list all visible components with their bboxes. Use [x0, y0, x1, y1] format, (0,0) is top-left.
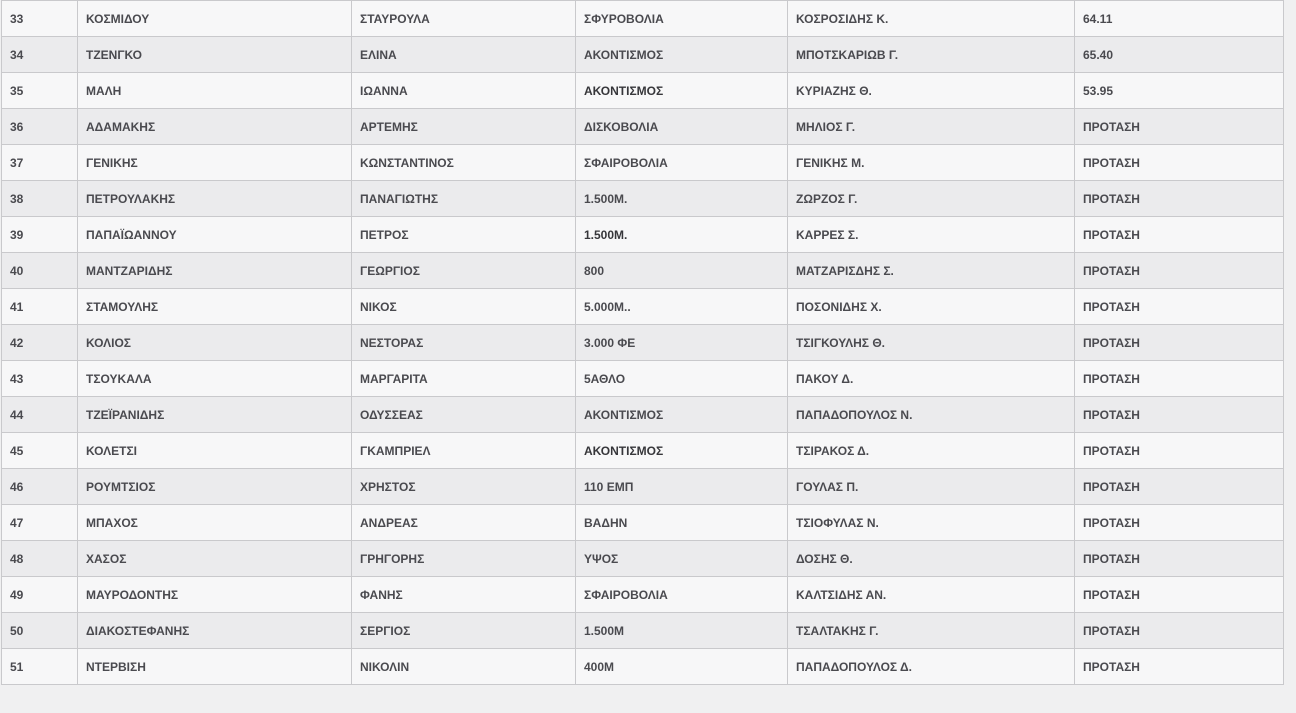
first-name-cell: ΕΛΙΝΑ [352, 37, 576, 73]
event-cell: 1.500Μ. [576, 181, 788, 217]
coach-cell: ΤΣΙΓΚΟΥΛΗΣ Θ. [788, 325, 1075, 361]
event-cell: ΑΚΟΝΤΙΣΜΟΣ [576, 433, 788, 469]
result-cell: ΠΡΟΤΑΣΗ [1075, 145, 1284, 181]
table-row [2, 253, 1284, 289]
first-name-cell: ΓΚΑΜΠΡΙΕΛ [352, 433, 576, 469]
row-number-cell: 39 [2, 217, 78, 253]
surname-cell: ΚΟΣΜΙΔΟΥ [78, 1, 352, 37]
athletes-table [1, 0, 1284, 685]
table-row [2, 325, 1284, 361]
coach-cell: ΔΟΣΗΣ Θ. [788, 541, 1075, 577]
event-cell: ΣΦΥΡΟΒΟΛΙΑ [576, 1, 788, 37]
result-cell: ΠΡΟΤΑΣΗ [1075, 325, 1284, 361]
first-name-cell: ΟΔΥΣΣΕΑΣ [352, 397, 576, 433]
coach-cell: ΠΟΣΟΝΙΔΗΣ Χ. [788, 289, 1075, 325]
surname-cell: ΜΑΛΗ [78, 73, 352, 109]
event-cell: ΑΚΟΝΤΙΣΜΟΣ [576, 37, 788, 73]
coach-cell: ΚΟΣΡΟΣΙΔΗΣ Κ. [788, 1, 1075, 37]
table-row [2, 289, 1284, 325]
first-name-cell: ΚΩΝΣΤΑΝΤΙΝΟΣ [352, 145, 576, 181]
coach-cell: ΜΗΛΙΟΣ Γ. [788, 109, 1075, 145]
result-cell: ΠΡΟΤΑΣΗ [1075, 289, 1284, 325]
row-number-cell: 49 [2, 577, 78, 613]
surname-cell: ΤΖΕΪΡΑΝΙΔΗΣ [78, 397, 352, 433]
table-row [2, 505, 1284, 541]
surname-cell: ΤΖΕΝΓΚΟ [78, 37, 352, 73]
result-cell: ΠΡΟΤΑΣΗ [1075, 577, 1284, 613]
row-number-cell: 37 [2, 145, 78, 181]
surname-cell: ΚΟΛΙΟΣ [78, 325, 352, 361]
first-name-cell: ΓΕΩΡΓΙΟΣ [352, 253, 576, 289]
surname-cell: ΑΔΑΜΑΚΗΣ [78, 109, 352, 145]
result-cell: ΠΡΟΤΑΣΗ [1075, 361, 1284, 397]
result-cell: 53.95 [1075, 73, 1284, 109]
table-row [2, 577, 1284, 613]
event-cell: 400Μ [576, 649, 788, 685]
row-number-cell: 46 [2, 469, 78, 505]
event-cell: ΑΚΟΝΤΙΣΜΟΣ [576, 73, 788, 109]
first-name-cell: ΑΝΔΡΕΑΣ [352, 505, 576, 541]
row-number-cell: 47 [2, 505, 78, 541]
event-cell: 3.000 ΦΕ [576, 325, 788, 361]
coach-cell: ΤΣΙΡΑΚΟΣ Δ. [788, 433, 1075, 469]
event-cell: ΔΙΣΚΟΒΟΛΙΑ [576, 109, 788, 145]
first-name-cell: ΠΕΤΡΟΣ [352, 217, 576, 253]
coach-cell: ΓΕΝΙΚΗΣ Μ. [788, 145, 1075, 181]
result-cell: ΠΡΟΤΑΣΗ [1075, 433, 1284, 469]
row-number-cell: 50 [2, 613, 78, 649]
event-cell: ΥΨΟΣ [576, 541, 788, 577]
event-cell: 5.000Μ.. [576, 289, 788, 325]
first-name-cell: ΝΕΣΤΟΡΑΣ [352, 325, 576, 361]
first-name-cell: ΠΑΝΑΓΙΩΤΗΣ [352, 181, 576, 217]
coach-cell: ΤΣΑΛΤΑΚΗΣ Γ. [788, 613, 1075, 649]
table-row [2, 613, 1284, 649]
coach-cell: ΖΩΡΖΟΣ Γ. [788, 181, 1075, 217]
event-cell: ΑΚΟΝΤΙΣΜΟΣ [576, 397, 788, 433]
row-number-cell: 44 [2, 397, 78, 433]
row-number-cell: 33 [2, 1, 78, 37]
coach-cell: ΚΑΡΡΕΣ Σ. [788, 217, 1075, 253]
event-cell: 5ΑΘΛΟ [576, 361, 788, 397]
coach-cell: ΠΑΠΑΔΟΠΟΥΛΟΣ Δ. [788, 649, 1075, 685]
row-number-cell: 36 [2, 109, 78, 145]
result-cell: ΠΡΟΤΑΣΗ [1075, 181, 1284, 217]
result-cell: ΠΡΟΤΑΣΗ [1075, 469, 1284, 505]
first-name-cell: ΣΕΡΓΙΟΣ [352, 613, 576, 649]
surname-cell: ΜΠΑΧΟΣ [78, 505, 352, 541]
surname-cell: ΤΣΟΥΚΑΛΑ [78, 361, 352, 397]
coach-cell: ΓΟΥΛΑΣ Π. [788, 469, 1075, 505]
table-row [2, 361, 1284, 397]
event-cell: 1.500Μ. [576, 217, 788, 253]
row-number-cell: 41 [2, 289, 78, 325]
result-cell: ΠΡΟΤΑΣΗ [1075, 217, 1284, 253]
result-cell: 64.11 [1075, 1, 1284, 37]
first-name-cell: ΣΤΑΥΡΟΥΛΑ [352, 1, 576, 37]
result-cell: ΠΡΟΤΑΣΗ [1075, 613, 1284, 649]
coach-cell: ΚΥΡΙΑΖΗΣ Θ. [788, 73, 1075, 109]
result-cell: ΠΡΟΤΑΣΗ [1075, 397, 1284, 433]
surname-cell: ΜΑΥΡΟΔΟΝΤΗΣ [78, 577, 352, 613]
table-row [2, 181, 1284, 217]
coach-cell: ΠΑΚΟΥ Δ. [788, 361, 1075, 397]
row-number-cell: 48 [2, 541, 78, 577]
table-row [2, 397, 1284, 433]
first-name-cell: ΑΡΤΕΜΗΣ [352, 109, 576, 145]
surname-cell: ΣΤΑΜΟΥΛΗΣ [78, 289, 352, 325]
table-row [2, 433, 1284, 469]
event-cell: ΣΦΑΙΡΟΒΟΛΙΑ [576, 577, 788, 613]
coach-cell: ΚΑΛΤΣΙΔΗΣ ΑΝ. [788, 577, 1075, 613]
table-body [2, 1, 1284, 685]
surname-cell: ΚΟΛΕΤΣΙ [78, 433, 352, 469]
table-row [2, 145, 1284, 181]
surname-cell: ΡΟΥΜΤΣΙΟΣ [78, 469, 352, 505]
row-number-cell: 40 [2, 253, 78, 289]
surname-cell: ΠΑΠΑΪΩΑΝΝΟΥ [78, 217, 352, 253]
first-name-cell: ΓΡΗΓΟΡΗΣ [352, 541, 576, 577]
event-cell: 800 [576, 253, 788, 289]
table-row [2, 217, 1284, 253]
surname-cell: ΓΕΝΙΚΗΣ [78, 145, 352, 181]
surname-cell: ΝΤΕΡΒΙΣΗ [78, 649, 352, 685]
table-row [2, 649, 1284, 685]
result-cell: ΠΡΟΤΑΣΗ [1075, 253, 1284, 289]
table-row [2, 469, 1284, 505]
row-number-cell: 45 [2, 433, 78, 469]
result-cell: ΠΡΟΤΑΣΗ [1075, 109, 1284, 145]
event-cell: 110 ΕΜΠ [576, 469, 788, 505]
row-number-cell: 38 [2, 181, 78, 217]
first-name-cell: ΙΩΑΝΝΑ [352, 73, 576, 109]
coach-cell: ΠΑΠΑΔΟΠΟΥΛΟΣ Ν. [788, 397, 1075, 433]
table-row [2, 541, 1284, 577]
row-number-cell: 34 [2, 37, 78, 73]
coach-cell: ΜΑΤΖΑΡΙΣΔΗΣ Σ. [788, 253, 1075, 289]
event-cell: ΣΦΑΙΡΟΒΟΛΙΑ [576, 145, 788, 181]
event-cell: ΒΑΔΗΝ [576, 505, 788, 541]
table-row [2, 1, 1284, 37]
row-number-cell: 51 [2, 649, 78, 685]
result-cell: ΠΡΟΤΑΣΗ [1075, 541, 1284, 577]
table-row [2, 73, 1284, 109]
result-cell: 65.40 [1075, 37, 1284, 73]
row-number-cell: 42 [2, 325, 78, 361]
table-row [2, 37, 1284, 73]
table-row [2, 109, 1284, 145]
first-name-cell: ΝΙΚΟΛΙΝ [352, 649, 576, 685]
surname-cell: ΜΑΝΤΖΑΡΙΔΗΣ [78, 253, 352, 289]
result-cell: ΠΡΟΤΑΣΗ [1075, 649, 1284, 685]
coach-cell: ΤΣΙΟΦΥΛΑΣ Ν. [788, 505, 1075, 541]
surname-cell: ΠΕΤΡΟΥΛΑΚΗΣ [78, 181, 352, 217]
event-cell: 1.500Μ [576, 613, 788, 649]
result-cell: ΠΡΟΤΑΣΗ [1075, 505, 1284, 541]
first-name-cell: ΜΑΡΓΑΡΙΤΑ [352, 361, 576, 397]
first-name-cell: ΦΑΝΗΣ [352, 577, 576, 613]
athletes-table-wrapper [1, 0, 1283, 685]
row-number-cell: 35 [2, 73, 78, 109]
first-name-cell: ΝΙΚΟΣ [352, 289, 576, 325]
surname-cell: ΔΙΑΚΟΣΤΕΦΑΝΗΣ [78, 613, 352, 649]
surname-cell: ΧΑΣΟΣ [78, 541, 352, 577]
first-name-cell: ΧΡΗΣΤΟΣ [352, 469, 576, 505]
row-number-cell: 43 [2, 361, 78, 397]
coach-cell: ΜΠΟΤΣΚΑΡΙΩΒ Γ. [788, 37, 1075, 73]
